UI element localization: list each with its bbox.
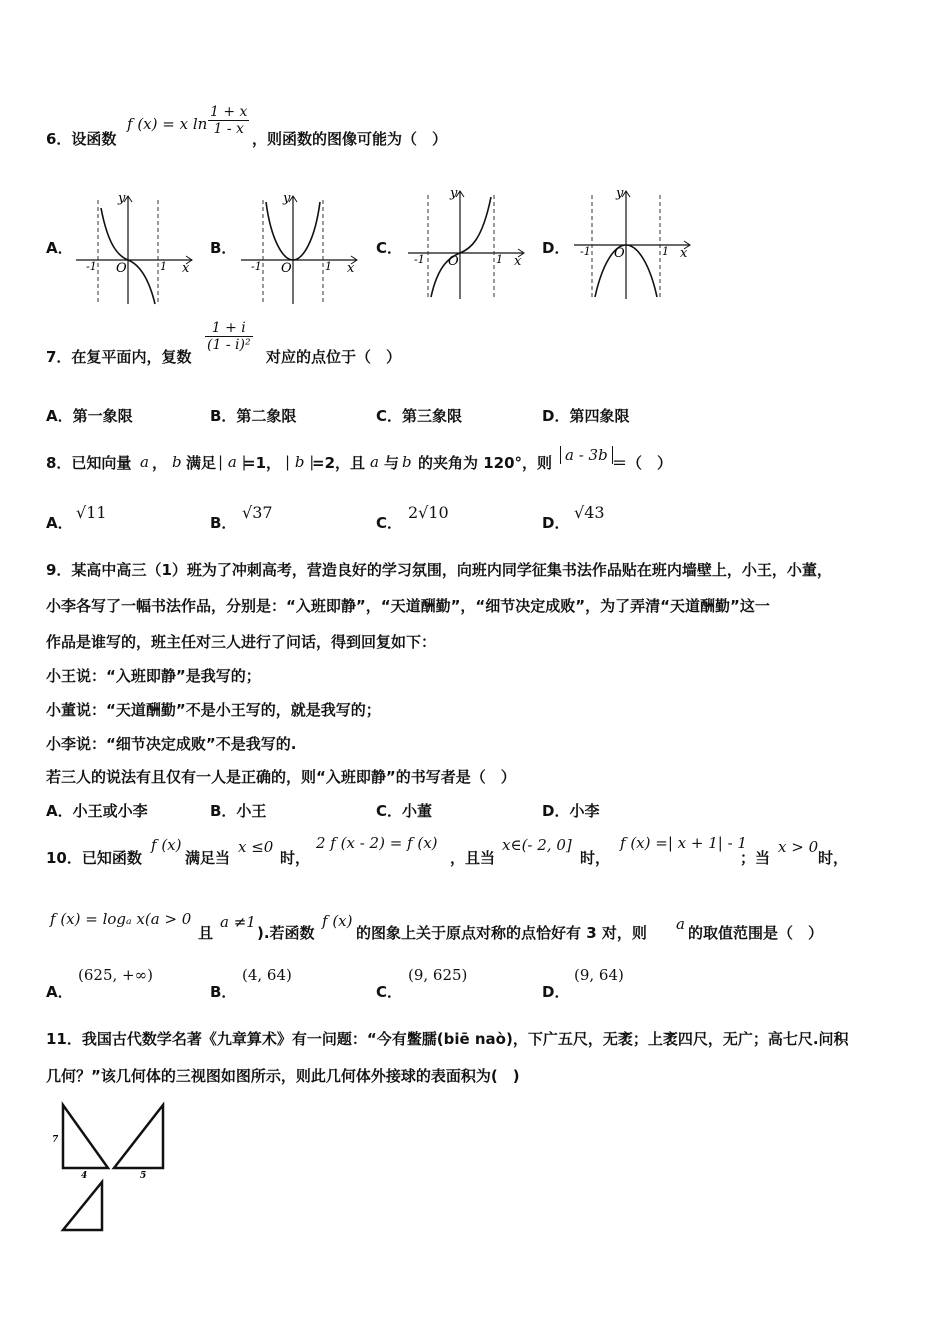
q6-stem-prefix: 6．设函数 [46, 130, 117, 148]
q8-p4: =2，且 [312, 454, 366, 472]
q9-line-3: 作品是谁写的，班主任对三人进行了问话，得到回复如下： [46, 633, 437, 651]
q8-option-a-math: √11 [76, 503, 107, 522]
q6-func-fraction [208, 104, 249, 137]
q10-a: a [676, 915, 685, 933]
q10-option-c-math: (9, 625) [408, 966, 468, 984]
q6-option-c-label: C． [376, 239, 403, 257]
q8-p7: ＝（ ） [612, 454, 673, 472]
q6-graph-c-pos: 1 [496, 253, 503, 266]
q6-graph-d-y-label: y [616, 186, 624, 201]
q11-line-1: 11．我国古代数学名著《九章算术》有一问题：“今有鳖臑(biē naò)，下广五尺，无袤；上袤四尺，无广；高七尺.问积 [46, 1030, 849, 1048]
q6-stem-suffix: ，则函数的图像可能为（ ） [252, 130, 448, 148]
q10-f2: f (x) [322, 912, 353, 930]
q6-graph-a-pos: 1 [160, 260, 167, 273]
q10-cond3: x > 0 [778, 838, 819, 856]
q11-front-view [63, 1105, 108, 1168]
q8-vec-b2: b [402, 453, 412, 471]
q9-option-d: D．小李 [542, 802, 600, 820]
q10-option-b-math: (4, 64) [242, 966, 292, 984]
q10-option-a-label: A． [46, 983, 73, 1001]
q8-vec-b: b [172, 453, 182, 471]
q6-graph-d-neg: -1 [580, 245, 591, 258]
q8-option-d-math: √43 [574, 503, 605, 522]
q6-graph-b [235, 190, 365, 308]
q10-cond4: a ≠1 [220, 913, 256, 931]
q9-option-b: B．小王 [210, 802, 267, 820]
q9-line-4: 小王说：“入班即静”是我写的； [46, 667, 261, 685]
q6-graph-a-y-label: y [118, 191, 126, 206]
q9-line-7: 若三人的说法有且仅有一人是正确的，则“入班即静”的书写者是（ ） [46, 768, 516, 786]
q7-stem-prefix: 7．在复平面内，复数 [46, 348, 192, 366]
q10-p1: 10．已知函数 [46, 849, 142, 867]
q11-three-view-figure [50, 1100, 180, 1235]
q10-p6: ；当 [740, 849, 771, 867]
q10-f1: f (x) [151, 836, 182, 854]
q6-graph-b-pos: 1 [325, 260, 332, 273]
q7-num: 1 + i [205, 320, 253, 337]
q11-line-2: 几何？”该几何体的三视图如图所示，则此几何体外接球的表面积为( ) [46, 1067, 520, 1085]
q6-graph-c-origin: O [448, 254, 459, 269]
q11-side-view [114, 1105, 163, 1168]
q8-abs-a: | a | [218, 453, 247, 471]
q6-graph-d-origin: O [614, 246, 625, 261]
q10-p5: 时， [580, 849, 611, 867]
q10-p10: 的图象上关于原点对称的点恰好有 3 对，则 [356, 924, 647, 942]
q11-top-view [63, 1182, 102, 1230]
q9-option-a: A．小王或小李 [46, 802, 148, 820]
q10-eq2: f (x) =| x + 1| - 1 [620, 834, 747, 852]
q10-eq3: f (x) = logₐ x(a > 0 [50, 910, 192, 928]
q8-p1: 8．已知向量 [46, 454, 132, 472]
q8-option-d-label: D． [542, 514, 570, 532]
q6-func-num: 1 + x [210, 104, 248, 120]
q8-vec-a2: a [370, 453, 379, 471]
q8-p5: 与 [384, 454, 400, 472]
q10-p7: 时， [818, 849, 849, 867]
q8-comma: ， [152, 454, 168, 472]
q11-height-label: 7 [52, 1135, 59, 1145]
q10-option-d-label: D． [542, 983, 570, 1001]
q8-abs-b: | b | [285, 453, 315, 471]
q8-p3: =1， [243, 454, 282, 472]
q7-option-c: C．第三象限 [376, 407, 463, 425]
q6-graph-c-x-label: x [514, 254, 522, 269]
q10-p11: 的取值范围是（ ） [688, 924, 824, 942]
q6-func-lhs: f (x) = x ln [127, 115, 208, 133]
q6-graph-c-neg: -1 [414, 253, 425, 266]
q10-option-b-label: B． [210, 983, 237, 1001]
q6-graph-c [402, 185, 532, 303]
q10-cond2: x∈(- 2, 0] [502, 836, 572, 854]
q10-p3: 时， [280, 849, 311, 867]
q8-option-b-label: B． [210, 514, 237, 532]
q8-option-c-label: C． [376, 514, 403, 532]
q6-option-d-label: D． [542, 239, 570, 257]
q9-option-c: C．小董 [376, 802, 433, 820]
q8-p6: 的夹角为 120°，则 [418, 454, 553, 472]
q10-option-c-label: C． [376, 983, 403, 1001]
q6-func-den: 1 - x [213, 121, 244, 137]
q6-graph-b-origin: O [281, 261, 292, 276]
q7-option-b: B．第二象限 [210, 407, 297, 425]
q7-option-d: D．第四象限 [542, 407, 630, 425]
q6-graph-b-y-label: y [283, 191, 291, 206]
q10-cond1: x ≤0 [238, 838, 274, 856]
q8-expr: a - 3b [560, 446, 613, 464]
q11-front-base-label: 4 [81, 1171, 88, 1181]
q8-vec-a: a [140, 453, 149, 471]
q6-graph-d [568, 185, 698, 303]
q10-option-a-math: (625, +∞) [78, 966, 153, 984]
q8-option-b-math: √37 [242, 503, 273, 522]
q7-den: (1 - i)² [207, 337, 251, 353]
q8-p2: 满足 [186, 454, 217, 472]
q10-p9: ).若函数 [257, 924, 315, 942]
q11-side-base-label: 5 [140, 1171, 147, 1181]
q7-fraction [205, 320, 253, 353]
q9-line-2: 小李各写了一幅书法作品，分别是：“入班即静”，“天道酬勤”，“细节决定成败”，为了弄清“天道酬勤”这一 [46, 597, 770, 615]
q6-option-a-label: A． [46, 239, 73, 257]
q10-p2: 满足当 [185, 849, 231, 867]
q6-graph-d-pos: 1 [662, 245, 669, 258]
q7-option-a: A．第一象限 [46, 407, 133, 425]
q9-line-1: 9．某高中高三（1）班为了冲刺高考，营造良好的学习氛围，向班内同学征集书法作品贴在班内墙壁上，小王，小董， [46, 561, 832, 579]
q6-graph-a-neg: -1 [86, 260, 97, 273]
q6-graph-b-x-label: x [347, 261, 355, 276]
q6-graph-c-y-label: y [450, 186, 458, 201]
q6-graph-a [70, 190, 200, 308]
q10-eq1: 2 f (x - 2) = f (x) [316, 834, 438, 852]
q6-graph-d-x-label: x [680, 246, 688, 261]
q10-p8: 且 [198, 924, 214, 942]
q10-p4: ，且当 [450, 849, 496, 867]
q6-graph-a-origin: O [116, 261, 127, 276]
q7-stem-suffix: 对应的点位于（ ） [266, 348, 402, 366]
q8-option-c-math: 2√10 [408, 503, 449, 522]
q9-line-6: 小李说：“细节决定成败”不是我写的. [46, 735, 297, 753]
q10-option-d-math: (9, 64) [574, 966, 624, 984]
q9-line-5: 小董说：“天道酬勤”不是小王写的，就是我写的； [46, 701, 381, 719]
q6-option-b-label: B． [210, 239, 237, 257]
q8-option-a-label: A． [46, 514, 73, 532]
q6-graph-a-x-label: x [182, 261, 190, 276]
q6-graph-b-neg: -1 [251, 260, 262, 273]
